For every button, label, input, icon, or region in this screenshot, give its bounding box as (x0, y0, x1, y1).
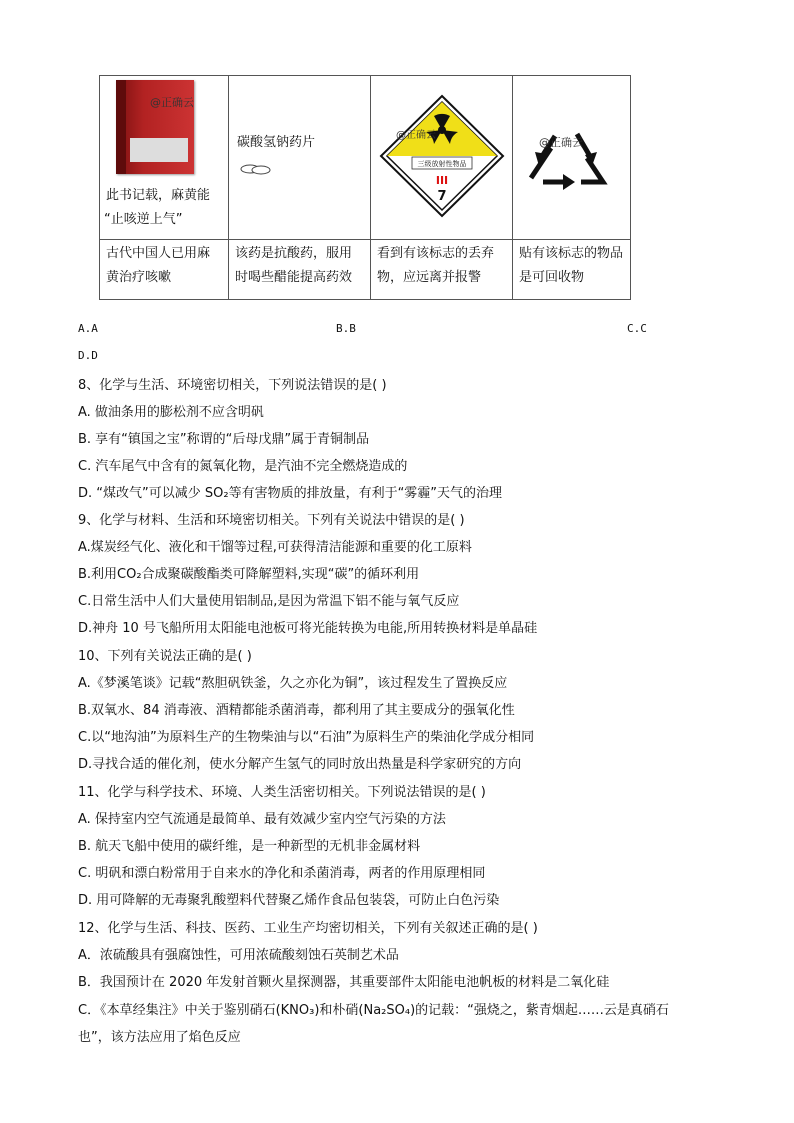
text-line: B.利用CO₂合成聚碳酸酯类可降解塑料,实现“碳”的循环利用 (78, 567, 420, 582)
pill-tablets-icon (239, 162, 273, 176)
book-caption-line-1: 此书记载，麻黄能 (106, 188, 211, 203)
option-d: D.D (78, 349, 98, 362)
radioactive-warning-sign-icon (379, 94, 505, 218)
sign-roman-numeral: III (435, 174, 449, 187)
cell-text-c: 看到有该标志的丢弃物，应远离并报警 (371, 240, 513, 300)
text-line: C.以“地沟油”为原料生产的生物柴油与以“石油”为原料生产的柴油化学成分相同 (78, 730, 535, 745)
text-line: D. “煤改气”可以减少 SO₂等有害物质的排放量，有利于“雾霾”天气的治理 (78, 486, 503, 501)
text-line: D.神舟 10 号飞船所用太阳能电池板可将光能转换为电能,所用转换材料是单晶硅 (78, 621, 538, 636)
cell-radioactive-sign (371, 76, 513, 240)
text-line: C．《本草经集注》中关于鉴别硝石(KNO₃)和朴硝(Na₂SO₄)的记载：“强烧之，紫青烟起……云是真硝石 (78, 1003, 669, 1018)
text-line: A.《梦溪笔谈》记载“熬胆矾铁釜，久之亦化为铜”，该过程发生了置换反应 (78, 676, 508, 691)
watermark: @正确云 (396, 130, 436, 141)
table-image-row (100, 76, 631, 240)
text-line: 11、化学与科学技术、环境、人类生活密切相关。下列说法错误的是( ) (78, 785, 486, 800)
option-c: C.C (627, 322, 647, 335)
pills-caption: 碳酸氢钠药片 (237, 135, 316, 150)
text-line: 10、下列有关说法正确的是( ) (78, 649, 252, 664)
text-line: D. 用可降解的无毒聚乳酸塑料代替聚乙烯作食品包装袋，可防止白色污染 (78, 893, 500, 908)
cell-text-d: 贴有该标志的物品是可回收物 (513, 240, 631, 300)
cell-book (100, 76, 229, 240)
text-line: B．我国预计在 2020 年发射首颗火星探测器，其重要部件太阳能电池帆板的材料是二氧化硅 (78, 975, 610, 990)
question-7-table (99, 75, 631, 300)
text-line: A. 保持室内空气流通是最简单、最有效减少室内空气污染的方法 (78, 812, 446, 827)
text-line: 9、化学与材料、生活和环境密切相关。下列有关说法中错误的是( ) (78, 513, 465, 528)
text-line: C. 明矾和漂白粉常用于自来水的净化和杀菌消毒，两者的作用原理相同 (78, 866, 486, 881)
text-line: D.寻找合适的催化剂，使水分解产生氢气的同时放出热量是科学家研究的方向 (78, 757, 522, 772)
cell-text-b: 该药是抗酸药，服用时喝些醋能提高药效 (229, 240, 371, 300)
cell-pills (229, 76, 371, 240)
text-line: B.双氧水、84 消毒液、酒精都能杀菌消毒，都利用了其主要成分的强氧化性 (78, 703, 515, 718)
sign-text: 三级放射性物品 (417, 160, 467, 168)
table-text-row (100, 240, 631, 300)
text-line: C. 汽车尾气中含有的氮氧化物，是汽油不完全燃烧造成的 (78, 459, 408, 474)
option-b: B.B (336, 322, 356, 335)
text-line: C.日常生活中人们大量使用铝制品,是因为常温下铝不能与氧气反应 (78, 594, 460, 609)
text-line: A．浓硫酸具有强腐蚀性，可用浓硫酸刻蚀石英制艺术品 (78, 948, 399, 963)
cell-text-a: 古代中国人已用麻黄治疗咳嗽 (100, 240, 229, 300)
watermark: @正确云 (539, 136, 583, 149)
text-line: B. 航天飞船中使用的碳纤维，是一种新型的无机非金属材料 (78, 839, 421, 854)
watermark: @正确云 (150, 96, 194, 109)
text-line: A.煤炭经气化、液化和干馏等过程,可获得清洁能源和重要的化工原料 (78, 540, 472, 555)
text-line: B. 享有“镇国之宝”称谓的“后母戊鼎”属于青铜制品 (78, 432, 370, 447)
sign-number: 7 (437, 189, 447, 204)
text-line: 也”，该方法应用了焰色反应 (78, 1030, 241, 1045)
option-a: A.A (78, 322, 98, 335)
cell-recycle (513, 76, 631, 240)
text-line: 12、化学与生活、科技、医药、工业生产均密切相关，下列有关叙述正确的是( ) (78, 921, 538, 936)
book-caption-line-2: “止咳逆上气” (104, 212, 183, 227)
text-line: A. 做油条用的膨松剂不应含明矾 (78, 405, 264, 420)
text-line: 8、化学与生活、环境密切相关，下列说法错误的是( ) (78, 378, 387, 393)
